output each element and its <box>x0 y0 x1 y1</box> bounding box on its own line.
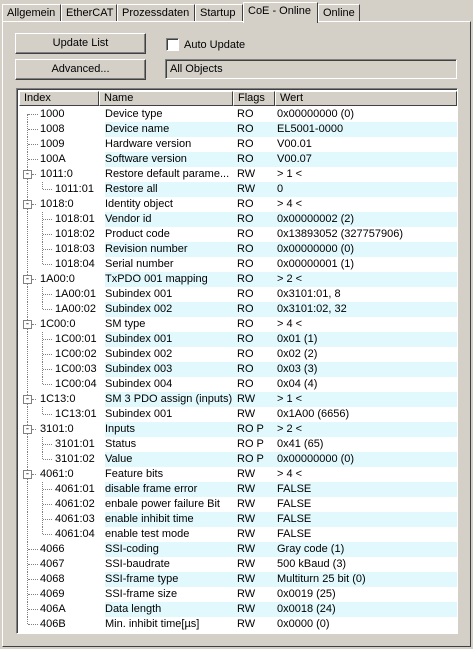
index-label: 3101:0 <box>40 423 74 435</box>
list-row[interactable] <box>19 302 455 317</box>
name-cell: Min. inhibit time[µs] <box>105 618 200 630</box>
index-label: 1018:0 <box>40 198 74 210</box>
name-cell: Identity object <box>105 198 173 210</box>
value-cell: 0x00000000 (0) <box>277 108 355 120</box>
tree-line <box>43 534 52 535</box>
tree-line <box>32 429 36 430</box>
tree-line <box>28 129 38 130</box>
list-row[interactable] <box>19 347 455 362</box>
tree-line <box>27 527 28 542</box>
list-row[interactable] <box>19 527 455 542</box>
flags-cell: RO <box>237 318 254 330</box>
list-row[interactable] <box>19 167 455 182</box>
list-row[interactable] <box>19 182 455 197</box>
list-row[interactable] <box>19 542 455 557</box>
flags-cell: RW <box>237 528 256 540</box>
index-label: 1018:03 <box>55 243 95 255</box>
list-row[interactable] <box>19 257 455 272</box>
collapse-icon[interactable]: - <box>24 169 31 179</box>
collapse-icon[interactable]: - <box>24 469 31 479</box>
index-label: 3101:01 <box>55 438 95 450</box>
name-cell: Subindex 002 <box>105 302 237 317</box>
list-row[interactable] <box>19 587 455 602</box>
tree-line <box>28 579 38 580</box>
index-cell <box>19 242 101 257</box>
flags-cell: RW <box>237 572 277 587</box>
list-row[interactable] <box>19 287 455 302</box>
value-cell: 0x41 (65) <box>277 438 324 450</box>
list-header <box>19 91 455 106</box>
name-cell: disable frame error <box>105 482 237 497</box>
index-label: 1018:04 <box>55 258 95 270</box>
tree-line <box>42 302 43 309</box>
tree-line <box>32 324 36 325</box>
tree-line <box>43 384 52 385</box>
list-row[interactable] <box>19 137 455 152</box>
tree-line <box>27 212 28 227</box>
list-row[interactable] <box>19 407 455 422</box>
name-cell: Vendor id <box>105 212 237 227</box>
name-cell: Restore all <box>105 182 237 197</box>
flags-cell: RO P <box>237 438 264 450</box>
value-cell: 0 <box>277 182 457 197</box>
index-cell <box>19 287 101 302</box>
tree-line <box>32 204 36 205</box>
flags-cell: RO <box>237 198 254 210</box>
list-row[interactable] <box>19 122 455 137</box>
tree-line <box>27 257 28 272</box>
index-cell <box>19 317 101 332</box>
column-header-flags[interactable]: Flags <box>233 91 275 106</box>
name-cell: SM type <box>105 318 146 330</box>
index-label: 4061:04 <box>55 528 95 540</box>
name-cell: Serial number <box>105 258 174 270</box>
tree-line <box>28 159 38 160</box>
index-label: 1018:01 <box>55 213 95 225</box>
value-cell: 0x0000 (0) <box>277 618 330 630</box>
list-body <box>19 107 455 631</box>
column-header-name[interactable]: Name <box>99 91 233 106</box>
name-cell: TxPDO 001 mapping <box>105 272 237 287</box>
index-cell <box>19 437 101 452</box>
index-cell <box>19 257 101 272</box>
tree-line <box>28 549 38 550</box>
tree-line <box>42 527 43 534</box>
tree-line <box>28 144 38 145</box>
flags-cell: RW <box>237 182 277 197</box>
tree-line <box>43 369 52 370</box>
collapse-icon[interactable]: - <box>24 424 31 434</box>
tree-line <box>43 504 52 505</box>
index-cell <box>19 467 101 482</box>
index-cell <box>19 272 101 287</box>
value-cell: 0x3101:01, 8 <box>277 288 341 300</box>
tab-allgemein[interactable]: Allgemein <box>2 4 61 22</box>
tree-line <box>27 512 28 527</box>
value-cell: FALSE <box>277 512 457 527</box>
index-label: 1000 <box>40 108 65 120</box>
value-cell: FALSE <box>277 498 312 510</box>
column-header-index[interactable]: Index <box>19 91 99 106</box>
index-cell <box>19 542 101 557</box>
list-row[interactable] <box>19 197 455 212</box>
name-cell: Software version <box>105 152 237 167</box>
index-cell <box>19 377 101 392</box>
flags-cell: RO <box>237 378 254 390</box>
tree-line <box>43 309 52 310</box>
list-row[interactable] <box>19 617 455 632</box>
tree-line <box>42 257 43 264</box>
name-cell: enbale power failure Bit <box>105 498 220 510</box>
index-label: 3101:02 <box>55 453 95 465</box>
name-cell: Restore default parame... <box>105 168 230 180</box>
value-cell: > 4 < <box>277 198 303 210</box>
flags-cell: RW <box>237 468 256 480</box>
list-row[interactable] <box>19 512 455 527</box>
tree-line <box>43 519 52 520</box>
name-cell: Status <box>105 438 137 450</box>
index-cell <box>19 482 101 497</box>
index-cell <box>19 212 101 227</box>
tree-line <box>43 444 52 445</box>
name-cell: SSI-coding <box>105 542 237 557</box>
collapse-icon[interactable]: - <box>24 394 31 404</box>
value-cell: 0x04 (4) <box>277 378 318 390</box>
index-label: 406B <box>40 618 66 630</box>
flags-cell: RO <box>237 362 277 377</box>
name-cell: enable inhibit time <box>105 512 237 527</box>
tree-line <box>27 182 28 197</box>
flags-cell: RW <box>237 602 277 617</box>
index-cell <box>19 167 101 182</box>
index-cell <box>19 587 101 602</box>
index-label: 1A00:0 <box>40 273 75 285</box>
index-label: 4061:02 <box>55 498 95 510</box>
list-row[interactable] <box>19 152 455 167</box>
flags-cell: RO P <box>237 422 277 437</box>
tree-line <box>27 497 28 512</box>
index-cell <box>19 137 101 152</box>
tree-line <box>27 287 28 302</box>
advanced-button[interactable]: Advanced... <box>15 59 146 80</box>
tree-line <box>28 564 38 565</box>
index-cell <box>19 407 101 422</box>
value-cell: 0x13893052 (327757906) <box>277 228 404 240</box>
tree-line <box>43 339 52 340</box>
name-cell: Value <box>105 452 237 467</box>
name-cell: Device name <box>105 122 237 137</box>
value-cell: FALSE <box>277 482 457 497</box>
name-cell: Data length <box>105 602 237 617</box>
tree-line <box>27 227 28 242</box>
value-cell: 500 kBaud (3) <box>277 558 347 570</box>
name-cell: SSI-frame size <box>105 588 178 600</box>
flags-cell: RW <box>237 408 256 420</box>
list-row[interactable] <box>19 377 455 392</box>
index-cell <box>19 572 101 587</box>
index-label: 1C00:03 <box>55 363 97 375</box>
object-filter-field[interactable]: All Objects <box>165 59 457 79</box>
index-cell <box>19 362 101 377</box>
index-cell <box>19 422 101 437</box>
tree-line <box>42 182 43 189</box>
flags-cell: RW <box>237 542 277 557</box>
list-row[interactable] <box>19 212 455 227</box>
flags-cell: RW <box>237 392 277 407</box>
index-label: 4061:03 <box>55 513 95 525</box>
list-row[interactable] <box>19 362 455 377</box>
value-cell: 0x1A00 (6656) <box>277 408 350 420</box>
list-row[interactable] <box>19 422 455 437</box>
flags-cell: RO <box>237 212 277 227</box>
flags-cell: RO <box>237 138 254 150</box>
index-label: 4068 <box>40 573 65 585</box>
tree-line <box>27 437 28 452</box>
name-cell: Subindex 001 <box>105 332 237 347</box>
index-cell <box>19 182 101 197</box>
list-row[interactable] <box>19 317 455 332</box>
object-list[interactable] <box>16 88 458 634</box>
tree-line <box>32 474 36 475</box>
flags-cell: RO P <box>237 452 277 467</box>
list-row[interactable] <box>19 557 455 572</box>
name-cell: Subindex 003 <box>105 362 237 377</box>
tree-line <box>27 362 28 377</box>
index-label: 4066 <box>40 543 65 555</box>
flags-cell: RO <box>237 302 277 317</box>
value-cell: 0x0018 (24) <box>277 602 457 617</box>
value-cell: 0x03 (3) <box>277 362 457 377</box>
flags-cell: RW <box>237 498 256 510</box>
tree-line <box>28 114 38 115</box>
flags-cell: RO <box>237 228 254 240</box>
index-label: 4061:01 <box>55 483 95 495</box>
value-cell: 0x0019 (25) <box>277 588 336 600</box>
index-cell <box>19 512 101 527</box>
list-row[interactable] <box>19 482 455 497</box>
flags-cell: RO <box>237 348 254 360</box>
tree-line <box>27 452 28 467</box>
index-cell <box>19 332 101 347</box>
name-cell: Device type <box>105 108 163 120</box>
index-label: 1C00:0 <box>40 318 76 330</box>
value-cell: > 2 < <box>277 272 457 287</box>
tree-line <box>27 242 28 257</box>
name-cell: Subindex 004 <box>105 378 173 390</box>
value-cell: > 4 < <box>277 318 303 330</box>
tree-line <box>27 114 28 122</box>
index-label: 1C00:01 <box>55 333 97 345</box>
tree-line <box>27 332 28 347</box>
list-row[interactable] <box>19 227 455 242</box>
name-cell: SSI-frame type <box>105 572 237 587</box>
tree-line <box>32 279 36 280</box>
flags-cell: RW <box>237 618 256 630</box>
flags-cell: RO <box>237 272 277 287</box>
name-cell: Subindex 001 <box>105 408 173 420</box>
tree-line <box>43 264 52 265</box>
index-label: 1C00:02 <box>55 348 97 360</box>
name-cell: Revision number <box>105 242 237 257</box>
list-row[interactable] <box>19 602 455 617</box>
tree-line <box>43 234 52 235</box>
name-cell: Subindex 001 <box>105 288 173 300</box>
column-header-wert[interactable]: Wert <box>275 91 457 106</box>
index-cell <box>19 302 101 317</box>
value-cell: 0x3101:02, 32 <box>277 302 457 317</box>
index-cell <box>19 107 101 122</box>
name-cell: SSI-baudrate <box>105 558 170 570</box>
collapse-icon[interactable]: - <box>24 199 31 209</box>
value-cell: 0x01 (1) <box>277 332 457 347</box>
tree-line <box>43 414 52 415</box>
value-cell: FALSE <box>277 528 312 540</box>
list-row[interactable] <box>19 107 455 122</box>
index-cell <box>19 617 101 632</box>
name-cell: enable test mode <box>105 528 190 540</box>
flags-cell: RW <box>237 588 256 600</box>
index-label: 1011:0 <box>40 168 73 180</box>
collapse-icon[interactable]: - <box>24 274 31 284</box>
tree-line <box>27 407 28 422</box>
tree-line <box>42 377 43 384</box>
index-cell <box>19 197 101 212</box>
tree-line <box>27 377 28 392</box>
tree-line <box>32 399 36 400</box>
tab-startup[interactable]: Startup <box>195 4 243 22</box>
value-cell: Gray code (1) <box>277 542 457 557</box>
flags-cell: RO <box>237 258 254 270</box>
name-cell: Product code <box>105 228 170 240</box>
index-label: 4069 <box>40 588 65 600</box>
index-label: 4067 <box>40 558 65 570</box>
flags-cell: RO <box>237 152 277 167</box>
value-cell: > 1 < <box>277 392 457 407</box>
index-label: 1018:02 <box>55 228 95 240</box>
value-cell: 0x00000002 (2) <box>277 212 457 227</box>
tree-line <box>27 302 28 317</box>
flags-cell: RW <box>237 168 256 180</box>
index-label: 1C00:04 <box>55 378 97 390</box>
flags-cell: RW <box>237 512 277 527</box>
index-cell <box>19 227 101 242</box>
flags-cell: RO <box>237 288 254 300</box>
tab-prozessdaten[interactable]: Prozessdaten <box>117 4 195 22</box>
list-row[interactable] <box>19 452 455 467</box>
list-row[interactable] <box>19 242 455 257</box>
value-cell: > 1 < <box>277 168 303 180</box>
value-cell: 0x02 (2) <box>277 348 318 360</box>
tree-line <box>43 354 52 355</box>
index-label: 1C13:01 <box>55 408 97 420</box>
value-cell: V00.07 <box>277 152 457 167</box>
auto-update-label: Auto Update <box>184 39 246 51</box>
list-row[interactable] <box>19 497 455 512</box>
name-cell: Hardware version <box>105 138 192 150</box>
value-cell: 0x00000000 (0) <box>277 242 457 257</box>
list-row[interactable] <box>19 437 455 452</box>
list-row[interactable] <box>19 332 455 347</box>
tree-line <box>28 609 38 610</box>
flags-cell: RO <box>237 242 277 257</box>
index-label: 1009 <box>40 138 65 150</box>
tree-line <box>43 294 52 295</box>
list-row[interactable] <box>19 467 455 482</box>
index-cell <box>19 557 101 572</box>
name-cell: SM 3 PDO assign (inputs) <box>105 392 237 407</box>
index-cell <box>19 602 101 617</box>
index-cell <box>19 527 101 542</box>
index-cell <box>19 452 101 467</box>
index-label: 1A00:01 <box>55 288 96 300</box>
value-cell: 0x00000001 (1) <box>277 258 355 270</box>
tree-line <box>42 407 43 414</box>
list-row[interactable] <box>19 272 455 287</box>
auto-update-checkbox[interactable] <box>166 38 179 51</box>
tree-line <box>27 617 28 624</box>
index-cell <box>19 122 101 137</box>
index-label: 1A00:02 <box>55 303 96 315</box>
tree-line <box>28 624 38 625</box>
index-label: 100A <box>40 153 66 165</box>
tree-line <box>27 347 28 362</box>
list-row[interactable] <box>19 572 455 587</box>
tree-line <box>32 174 36 175</box>
value-cell: 0x00000000 (0) <box>277 452 457 467</box>
index-cell <box>19 497 101 512</box>
tab-ethercat[interactable]: EtherCAT <box>61 4 117 22</box>
name-cell: Inputs <box>105 422 237 437</box>
index-label: 1C13:0 <box>40 393 76 405</box>
index-cell <box>19 152 101 167</box>
value-cell: > 4 < <box>277 468 303 480</box>
name-cell: Feature bits <box>105 468 164 480</box>
tree-line <box>43 249 52 250</box>
flags-cell: RO <box>237 332 277 347</box>
index-cell <box>19 347 101 362</box>
flags-cell: RO <box>237 108 254 120</box>
value-cell: V00.01 <box>277 138 312 150</box>
tree-line <box>43 459 52 460</box>
tab-coe-online[interactable]: CoE - Online <box>243 2 318 23</box>
tree-line <box>27 482 28 497</box>
index-label: 4061:0 <box>40 468 74 480</box>
index-label: 1008 <box>40 123 65 135</box>
value-cell: Multiturn 25 bit (0) <box>277 572 457 587</box>
value-cell: > 2 < <box>277 422 457 437</box>
tree-line <box>43 189 52 190</box>
value-cell: EL5001-0000 <box>277 122 457 137</box>
name-cell: Subindex 002 <box>105 348 173 360</box>
flags-cell: RW <box>237 558 256 570</box>
tree-line <box>28 594 38 595</box>
tab-online[interactable]: Online <box>318 4 360 22</box>
list-row[interactable] <box>19 392 455 407</box>
update-list-button[interactable]: Update List <box>15 33 146 54</box>
flags-cell: RO <box>237 122 277 137</box>
index-label: 406A <box>40 603 66 615</box>
index-label: 1011:01 <box>55 183 94 195</box>
tree-line <box>42 452 43 459</box>
tree-line <box>43 489 52 490</box>
collapse-icon[interactable]: - <box>24 319 31 329</box>
index-cell <box>19 392 101 407</box>
tree-line <box>43 219 52 220</box>
flags-cell: RW <box>237 482 277 497</box>
